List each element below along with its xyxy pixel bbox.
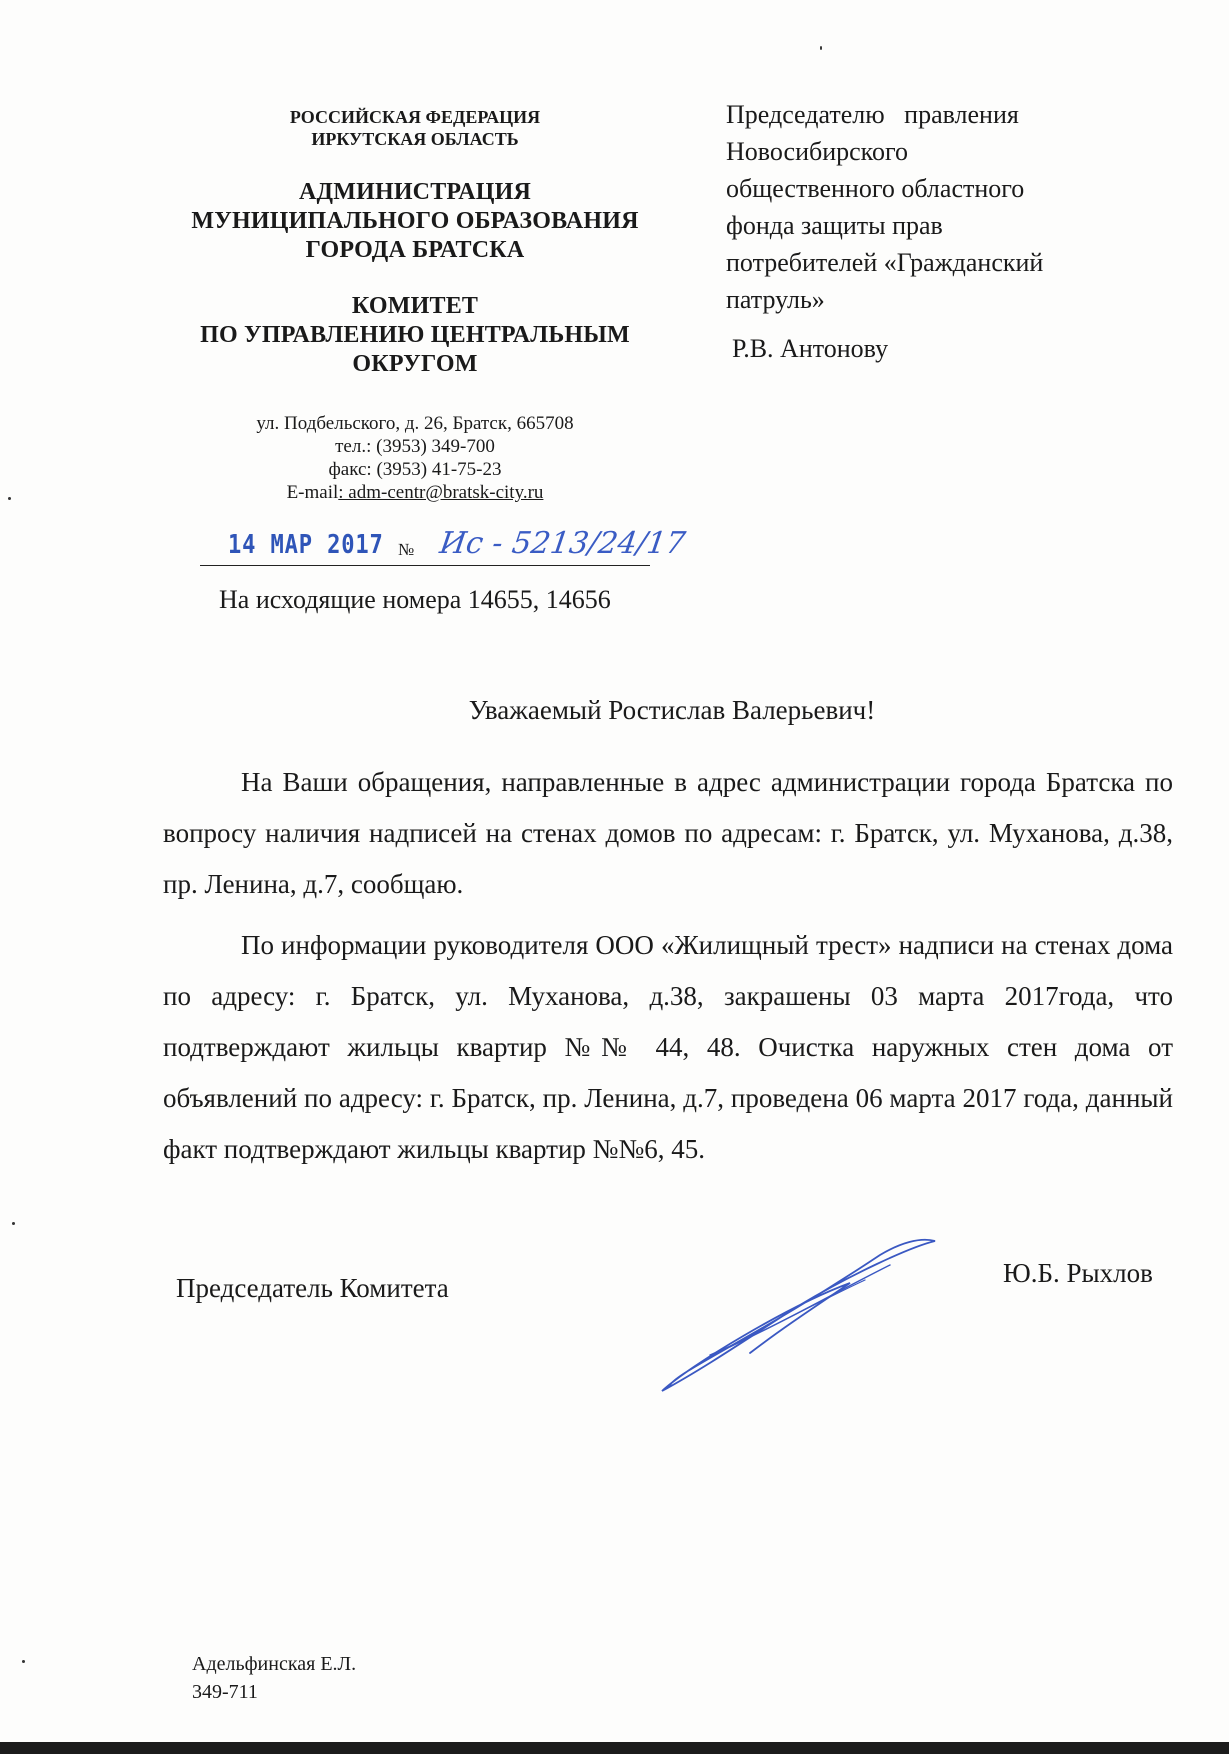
header-state <box>160 106 670 150</box>
paragraph-2: По информации руководителя ООО «Жилищный трест» надписи на стенах дома по адресу: г. Братск, ул. Муханова, д.38, закрашены 03 марта 2017года, что подтверждают жильцы квартир №№ 44, 48. Очистка наружных стен дома от объявлений по адресу: г. Братск, пр. Ленина, д.7, проведена 06 марта 2017 года, данный факт подтверждают жильцы квартир №№6, 45. <box>163 930 1173 1164</box>
paragraph-1: На Ваши обращения, направленные в адрес администрации города Братска по вопросу наличия надписей на стенах домов по адресам: г. Братск, ул. Муханова, д.38, пр. Ленина, д.7, сообщаю. <box>163 767 1173 899</box>
addressee-line: Председателю правления <box>726 100 1019 129</box>
executor-block <box>192 1650 356 1706</box>
date-stamp: 14 МАР 2017 <box>228 530 384 560</box>
reference-line: На исходящие номера 14655, 14656 <box>219 585 611 614</box>
number-label: № <box>398 540 415 559</box>
addressee-line: Новосибирского <box>726 137 908 166</box>
admin-line: АДМИНИСТРАЦИЯ <box>298 179 532 205</box>
header-contacts <box>220 412 610 504</box>
admin-line: ГОРОДА БРАТСКА <box>305 237 525 263</box>
email-address: : adm-centr@bratsk-city.ru <box>338 482 544 503</box>
addressee-name: Р.В. Антонову <box>732 334 889 363</box>
contact-fax: факс: (3953) 41-75-23 <box>328 459 502 480</box>
executor-name: Адельфинская Е.Л. <box>192 1653 357 1675</box>
registration-number: Ис - 5213/24/17 <box>437 526 688 561</box>
greeting: Уважаемый Ростислав Валерьевич! <box>468 695 876 725</box>
committee-line: ПО УПРАВЛЕНИЮ ЦЕНТРАЛЬНЫМ <box>200 322 630 348</box>
addressee-line: фонда защиты прав <box>726 211 943 240</box>
scan-speck <box>22 1660 25 1663</box>
scan-speck <box>820 46 822 50</box>
admin-line: МУНИЦИПАЛЬНОГО ОБРАЗОВАНИЯ <box>191 208 639 234</box>
signatory-title: Председатель Комитета <box>176 1273 449 1303</box>
addressee-block <box>726 96 1126 318</box>
email-label: E-mail <box>286 482 339 503</box>
header-country: РОССИЙСКАЯ ФЕДЕРАЦИЯ <box>289 107 541 127</box>
addressee-line: патруль» <box>726 285 825 314</box>
header-administration <box>160 178 670 265</box>
handwritten-signature <box>650 1235 940 1395</box>
header-committee <box>160 292 670 379</box>
signatory-name: Ю.Б. Рыхлов <box>1003 1258 1153 1288</box>
scan-speck <box>12 1222 15 1225</box>
registration-line <box>200 565 650 566</box>
addressee-line: общественного областного <box>726 174 1025 203</box>
contact-address: ул. Подбельского, д. 26, Братск, 665708 <box>256 413 574 434</box>
scan-speck <box>8 497 11 500</box>
header-region: ИРКУТСКАЯ ОБЛАСТЬ <box>311 129 519 149</box>
contact-email <box>220 481 610 504</box>
contact-phone: тел.: (3953) 349-700 <box>335 436 495 457</box>
committee-line: ОКРУГОМ <box>352 351 478 377</box>
executor-phone: 349-711 <box>192 1681 258 1703</box>
committee-line: КОМИТЕТ <box>351 293 479 319</box>
addressee-line: потребителей «Гражданский <box>726 248 1044 277</box>
scan-bottom-edge <box>0 1742 1229 1754</box>
